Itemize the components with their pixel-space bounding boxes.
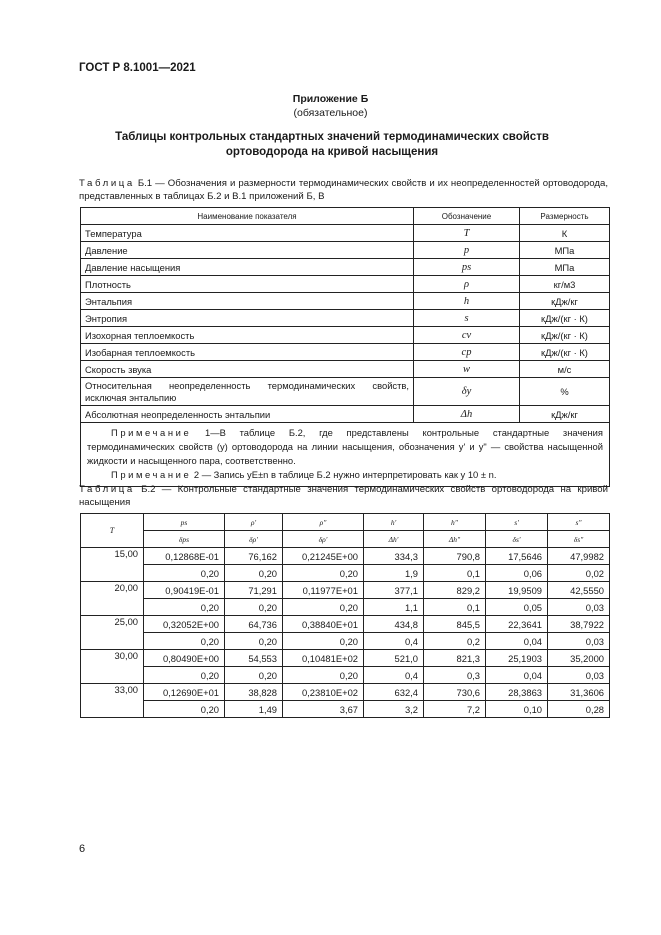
properties-table [80, 207, 610, 487]
value-cell: 334,3 [364, 548, 424, 565]
header-top-cell: s" [548, 514, 610, 531]
uncertainty-cell: 0,20 [144, 633, 225, 650]
value-cell: 19,9509 [486, 582, 548, 599]
table-row [81, 406, 610, 423]
property-name: Относительная неопределенность термодинамических свойств, исключая энтальпию [81, 378, 414, 406]
table-row [81, 701, 610, 718]
property-name: Энтальпия [81, 293, 414, 310]
note-2 [87, 468, 603, 482]
value-cell: 0,38840E+01 [283, 616, 364, 633]
value-cell: 0,90419E-01 [144, 582, 225, 599]
property-unit: % [520, 378, 610, 406]
property-unit: кг/м3 [520, 276, 610, 293]
table-row [81, 599, 610, 616]
uncertainty-cell: 0,28 [548, 701, 610, 718]
table-row [81, 582, 610, 599]
uncertainty-cell: 1,1 [364, 599, 424, 616]
uncertainty-cell: 0,05 [486, 599, 548, 616]
property-symbol: h [414, 293, 520, 310]
table-row [81, 225, 610, 242]
value-cell: 64,736 [225, 616, 283, 633]
uncertainty-cell: 0,06 [486, 565, 548, 582]
table-row [81, 616, 610, 633]
value-cell: 845,5 [424, 616, 486, 633]
table1-caption [79, 178, 608, 203]
table2-header-row-top [81, 514, 610, 531]
value-cell: 730,6 [424, 684, 486, 701]
header-top-cell: s' [486, 514, 548, 531]
header-top-cell: h' [364, 514, 424, 531]
document-code: ГОСТ Р 8.1001—2021 [79, 62, 196, 74]
appendix-header [0, 92, 661, 120]
page-number: 6 [79, 843, 86, 855]
uncertainty-cell: 1,49 [225, 701, 283, 718]
uncertainty-cell: 0,20 [283, 599, 364, 616]
uncertainty-cell: 0,2 [424, 633, 486, 650]
value-cell: 31,3606 [548, 684, 610, 701]
property-name: Плотность [81, 276, 414, 293]
value-cell: 17,5646 [486, 548, 548, 565]
property-symbol: ρ [414, 276, 520, 293]
property-name: Изохорная теплоемкость [81, 327, 414, 344]
table-row [81, 293, 610, 310]
table-row [81, 548, 610, 565]
uncertainty-cell: 0,03 [548, 667, 610, 684]
header-bottom-cell: Δh" [424, 531, 486, 548]
header-top-cell: ρ' [225, 514, 283, 531]
value-cell: 38,7922 [548, 616, 610, 633]
property-unit: кДж/(кг · К) [520, 310, 610, 327]
table-row [81, 667, 610, 684]
uncertainty-cell: 0,20 [225, 565, 283, 582]
header-bottom-cell: δs' [486, 531, 548, 548]
value-cell: 434,8 [364, 616, 424, 633]
table-row [81, 310, 610, 327]
uncertainty-cell: 0,04 [486, 667, 548, 684]
value-cell: 42,5550 [548, 582, 610, 599]
property-name: Температура [81, 225, 414, 242]
value-cell: 0,23810E+02 [283, 684, 364, 701]
header-bottom-cell: Δh' [364, 531, 424, 548]
table-row [81, 276, 610, 293]
property-unit: кДж/кг [520, 406, 610, 423]
section-heading: Таблицы контрольных стандартных значений термодинамических свойств ортоводорода на кривой насыщения [115, 131, 549, 158]
property-unit: кДж/(кг · К) [520, 327, 610, 344]
value-cell: 0,21245E+00 [283, 548, 364, 565]
value-cell: 25,1903 [486, 650, 548, 667]
note-2-text: 2 — Запись yE±n в таблице Б.2 нужно интерпретировать как y 10 ± n. [191, 469, 497, 480]
uncertainty-cell: 0,20 [283, 565, 364, 582]
property-symbol: δy [414, 378, 520, 406]
property-symbol: Δh [414, 406, 520, 423]
appendix-subtitle: (обязательное) [293, 107, 368, 119]
uncertainty-cell: 0,10 [486, 701, 548, 718]
temperature-cell: 20,00 [81, 582, 144, 616]
property-unit: МПа [520, 242, 610, 259]
property-name: Давление насыщения [81, 259, 414, 276]
uncertainty-cell: 0,03 [548, 599, 610, 616]
value-cell: 0,11977E+01 [283, 582, 364, 599]
table-row [81, 344, 610, 361]
value-cell: 377,1 [364, 582, 424, 599]
value-cell: 821,3 [424, 650, 486, 667]
uncertainty-cell: 0,20 [144, 667, 225, 684]
property-unit: м/с [520, 361, 610, 378]
value-cell: 0,12690E+01 [144, 684, 225, 701]
header-bottom-cell: δρ' [225, 531, 283, 548]
table-row [81, 684, 610, 701]
table1-header-row [81, 208, 610, 225]
uncertainty-cell: 0,20 [144, 565, 225, 582]
property-name: Изобарная теплоемкость [81, 344, 414, 361]
table2-caption-text: Б.2 — Контрольные стандартные значения термодинамических свойств ортоводорода на кривой насыщения [79, 484, 608, 508]
uncertainty-cell: 0,20 [283, 633, 364, 650]
table-row [81, 361, 610, 378]
uncertainty-cell: 3,67 [283, 701, 364, 718]
uncertainty-cell: 0,20 [225, 633, 283, 650]
appendix-title: Приложение Б [292, 93, 369, 105]
table2-header-row-bottom [81, 531, 610, 548]
value-cell: 0,10481E+02 [283, 650, 364, 667]
table2-caption-label: Таблица [79, 484, 135, 495]
property-symbol: T [414, 225, 520, 242]
table1-caption-label: Таблица [79, 178, 135, 189]
uncertainty-cell: 0,04 [486, 633, 548, 650]
temperature-cell: 15,00 [81, 548, 144, 582]
header-bottom-cell: δps [144, 531, 225, 548]
note-2-label: Примечание [111, 469, 192, 480]
uncertainty-cell: 7,2 [424, 701, 486, 718]
uncertainty-cell: 0,3 [424, 667, 486, 684]
property-unit: кДж/кг [520, 293, 610, 310]
value-cell: 35,2000 [548, 650, 610, 667]
uncertainty-cell: 0,20 [225, 599, 283, 616]
temperature-cell: 33,00 [81, 684, 144, 718]
property-symbol: p [414, 242, 520, 259]
property-symbol: w [414, 361, 520, 378]
table-row [81, 378, 610, 406]
value-cell: 0,12868E-01 [144, 548, 225, 565]
uncertainty-cell: 3,2 [364, 701, 424, 718]
property-name: Скорость звука [81, 361, 414, 378]
table-row [81, 633, 610, 650]
uncertainty-cell: 0,20 [144, 599, 225, 616]
uncertainty-cell: 0,03 [548, 633, 610, 650]
property-symbol: cp [414, 344, 520, 361]
temperature-cell: 25,00 [81, 616, 144, 650]
saturation-values-table [80, 513, 610, 718]
header-temperature: T [81, 514, 144, 548]
property-unit: кДж/(кг · К) [520, 344, 610, 361]
property-name: Давление [81, 242, 414, 259]
uncertainty-cell: 0,02 [548, 565, 610, 582]
value-cell: 38,828 [225, 684, 283, 701]
value-cell: 0,32052E+00 [144, 616, 225, 633]
table-row [81, 242, 610, 259]
header-top-cell: ps [144, 514, 225, 531]
table2-caption [79, 484, 608, 509]
table1-caption-text: Б.1 — Обозначения и размерности термодинамических свойств и их неопределенностей ортоводорода, представленных в таблицах Б.2 и В.1 приложений Б, В [79, 178, 608, 202]
header-symbol: Обозначение [414, 208, 520, 225]
uncertainty-cell: 0,4 [364, 667, 424, 684]
uncertainty-cell: 0,20 [225, 667, 283, 684]
table-row [81, 259, 610, 276]
table-row [81, 650, 610, 667]
uncertainty-cell: 0,4 [364, 633, 424, 650]
header-unit: Размерность [520, 208, 610, 225]
note-1-label: Примечание [111, 427, 192, 438]
value-cell: 47,9982 [548, 548, 610, 565]
note-1-text: 1—В таблице Б.2, где представлены контрольные стандартные значения термодинамических свойств (y) ортоводорода на линии насыщения, обозначения y' и y" — свойства насыщенной жидкости и насыщенного пара, соответственно. [87, 427, 603, 466]
table-row [81, 327, 610, 344]
uncertainty-cell: 0,1 [424, 599, 486, 616]
table-row [81, 565, 610, 582]
value-cell: 54,553 [225, 650, 283, 667]
temperature-cell: 30,00 [81, 650, 144, 684]
property-name: Абсолютная неопределенность энтальпии [81, 406, 414, 423]
property-name: Энтропия [81, 310, 414, 327]
header-top-cell: ρ" [283, 514, 364, 531]
value-cell: 22,3641 [486, 616, 548, 633]
header-property-name: Наименование показателя [81, 208, 414, 225]
value-cell: 71,291 [225, 582, 283, 599]
uncertainty-cell: 1,9 [364, 565, 424, 582]
header-top-cell: h" [424, 514, 486, 531]
uncertainty-cell: 0,20 [283, 667, 364, 684]
header-bottom-cell: δρ' [283, 531, 364, 548]
property-unit: МПа [520, 259, 610, 276]
value-cell: 0,80490E+00 [144, 650, 225, 667]
value-cell: 790,8 [424, 548, 486, 565]
header-bottom-cell: δs" [548, 531, 610, 548]
value-cell: 829,2 [424, 582, 486, 599]
uncertainty-cell: 0,20 [144, 701, 225, 718]
property-symbol: s [414, 310, 520, 327]
property-symbol: cv [414, 327, 520, 344]
value-cell: 28,3863 [486, 684, 548, 701]
table1-notes [81, 423, 610, 487]
table1-notes-row [81, 423, 610, 487]
property-unit: К [520, 225, 610, 242]
value-cell: 76,162 [225, 548, 283, 565]
value-cell: 521,0 [364, 650, 424, 667]
value-cell: 632,4 [364, 684, 424, 701]
note-1 [87, 426, 603, 468]
property-symbol: ps [414, 259, 520, 276]
uncertainty-cell: 0,1 [424, 565, 486, 582]
